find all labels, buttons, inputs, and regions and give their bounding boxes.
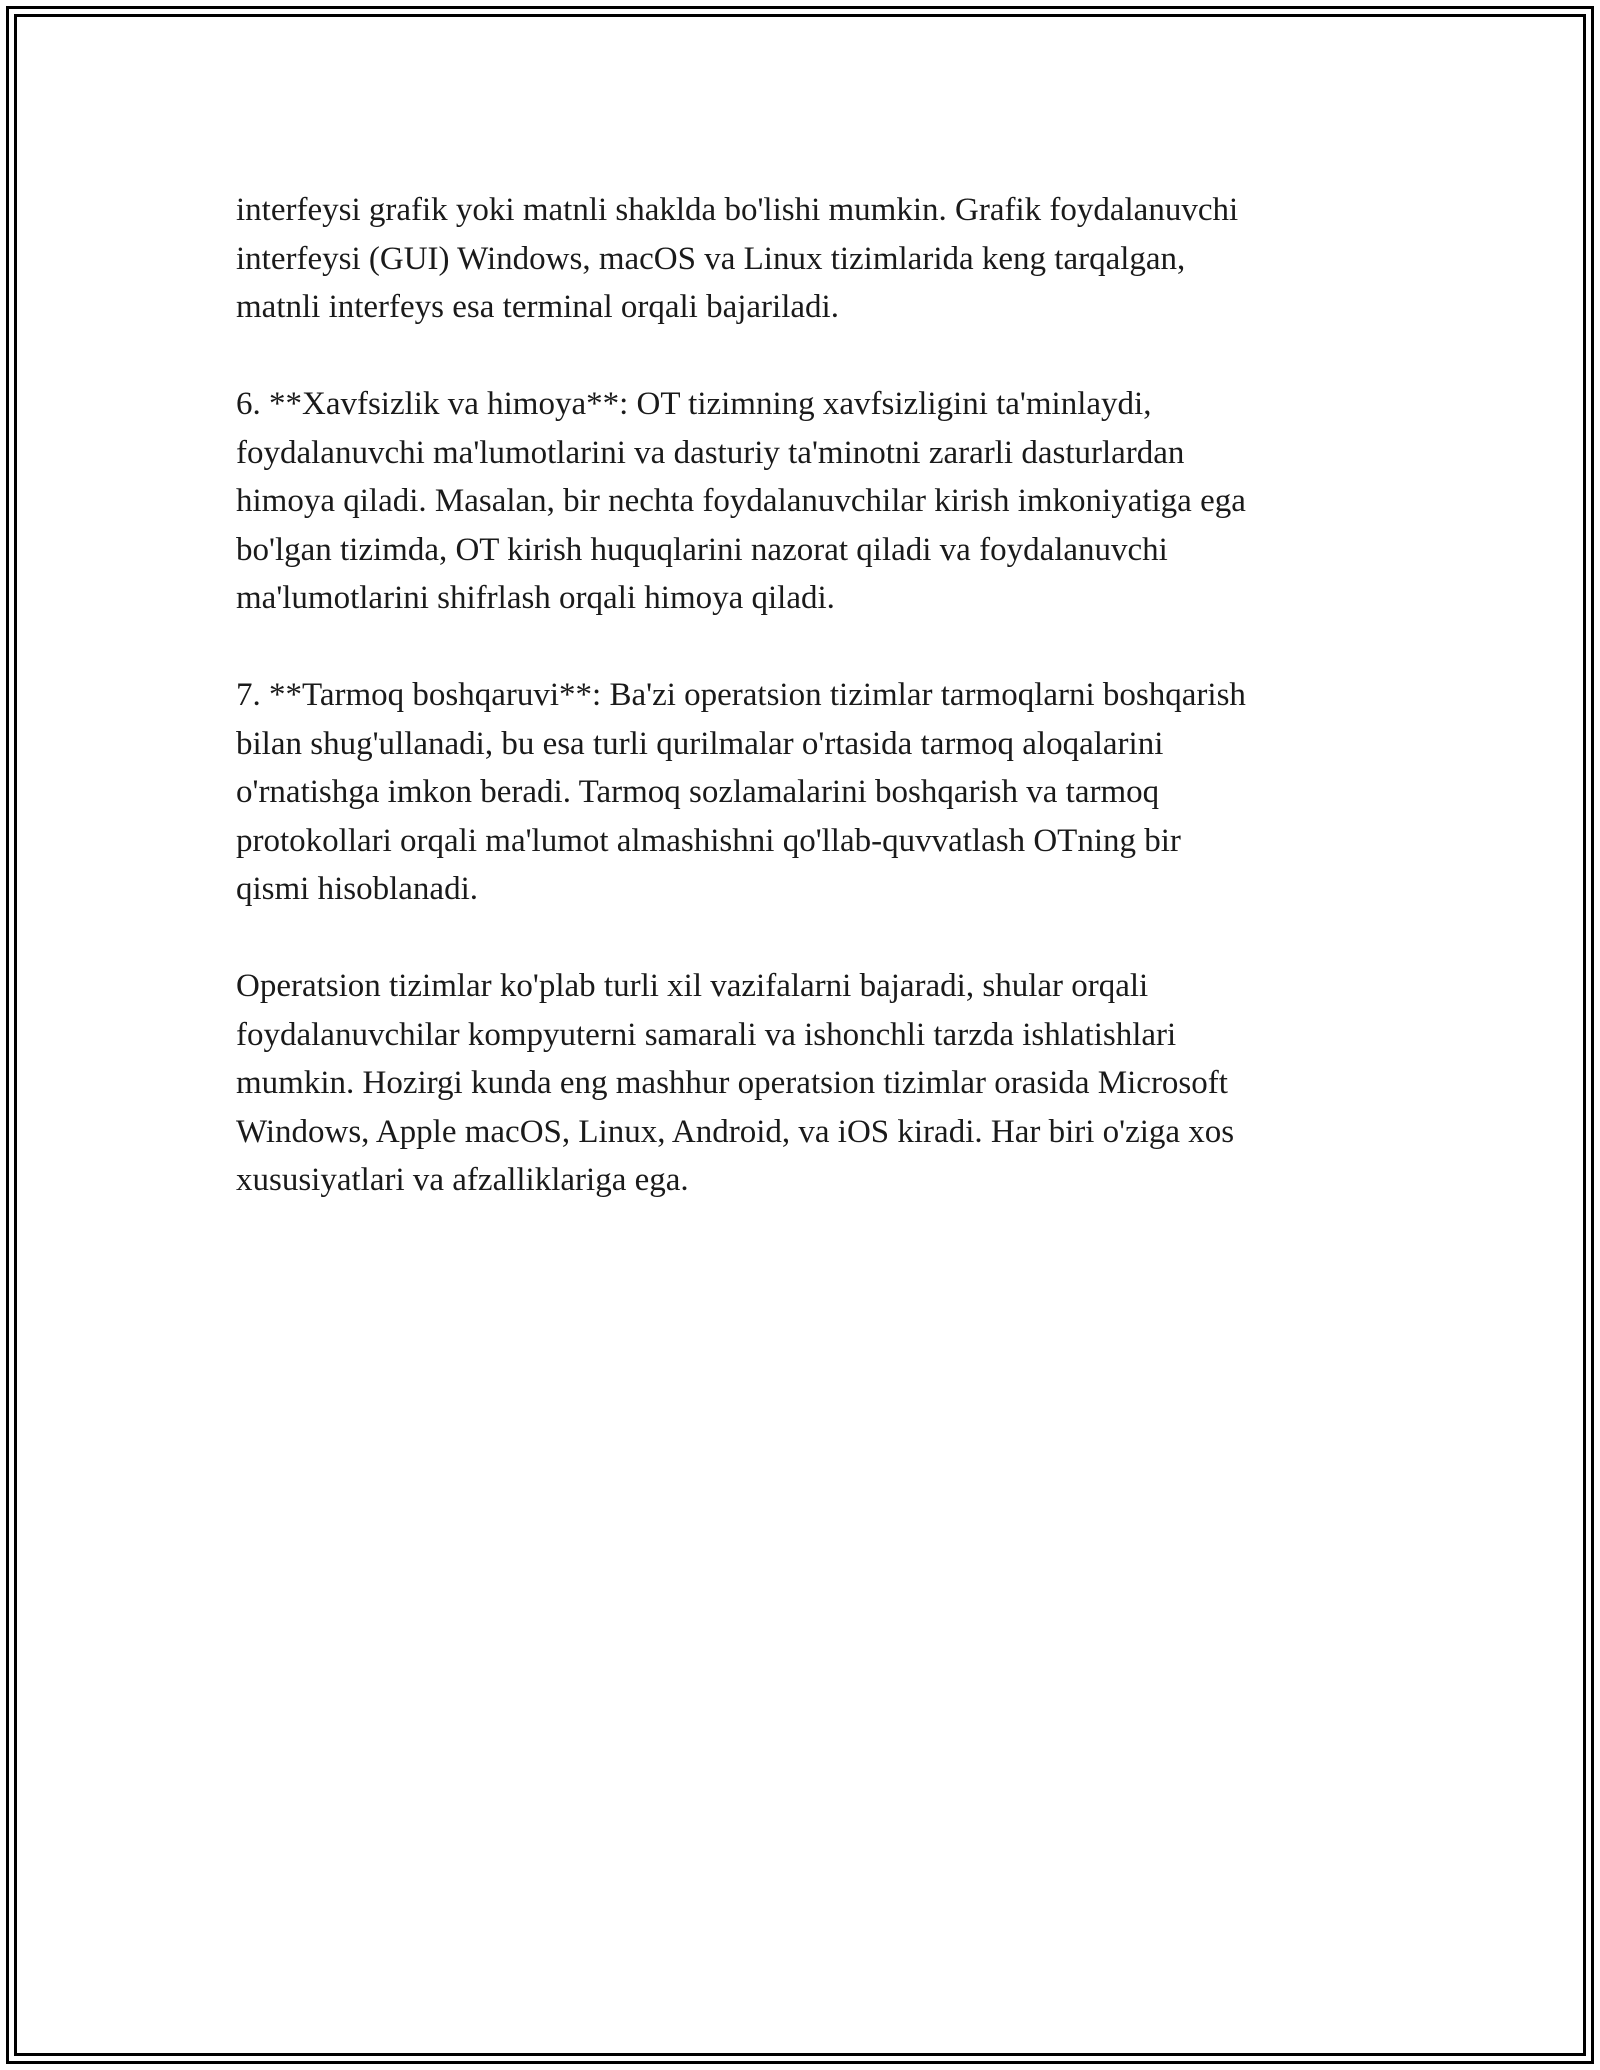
text-line: bo'lgan tizimda, OT kirish huquqlarini nazorat qiladi va foydalanuvchi: [236, 531, 1168, 568]
text-line: foydalanuvchilar kompyuterni samarali va ishonchli tarzda ishlatishlari: [236, 1016, 1177, 1053]
text-line: xususiyatlari va afzalliklariga ega.: [236, 1162, 689, 1198]
text-line: interfeysi (GUI) Windows, macOS va Linux tizimlarida keng tarqalgan,: [236, 240, 1186, 277]
text-line: interfeysi grafik yoki matnli shaklda bo'lishi mumkin. Grafik foydalanuvchi: [236, 192, 1239, 228]
text-line: foydalanuvchi ma'lumotlarini va dasturiy ta'minotni zararli dasturlardan: [236, 434, 1185, 471]
text-line: Windows, Apple macOS, Linux, Android, va iOS kiradi. Har biri o'ziga xos: [236, 1113, 1235, 1150]
text-line: mumkin. Hozirgi kunda eng mashhur operatsion tizimlar orasida Microsoft: [236, 1065, 1228, 1101]
text-line: 7. **Tarmoq boshqaruvi**: Ba'zi operatsion tizimlar tarmoqlarni boshqarish: [236, 677, 1246, 713]
paragraph-interface-continuation: [236, 186, 1386, 332]
text-line: qismi hisoblanadi.: [236, 871, 478, 907]
text-line: bilan shug'ullanadi, bu esa turli qurilmalar o'rtasida tarmoq aloqalarini: [236, 725, 1164, 762]
paragraph-network-management: [236, 671, 1386, 914]
text-line: ma'lumotlarini shifrlash orqali himoya qiladi.: [236, 580, 835, 616]
text-line: himoya qiladi. Masalan, bir nechta foydalanuvchilar kirish imkoniyatiga ega: [236, 483, 1246, 519]
document-body: [236, 186, 1386, 1253]
paragraph-security: [236, 380, 1386, 623]
text-line: protokollari orqali ma'lumot almashishni qo'llab-quvvatlash OTning bir: [236, 822, 1181, 859]
text-line: o'rnatishga imkon beradi. Tarmoq sozlamalarini boshqarish va tarmoq: [236, 774, 1160, 810]
paragraph-conclusion: [236, 962, 1386, 1205]
text-line: matnli interfeys esa terminal orqali bajariladi.: [236, 289, 839, 325]
text-line: 6. **Xavfsizlik va himoya**: OT tizimning xavfsizligini ta'minlaydi,: [236, 386, 1152, 422]
text-line: Operatsion tizimlar ko'plab turli xil vazifalarni bajaradi, shular orqali: [236, 968, 1149, 1004]
